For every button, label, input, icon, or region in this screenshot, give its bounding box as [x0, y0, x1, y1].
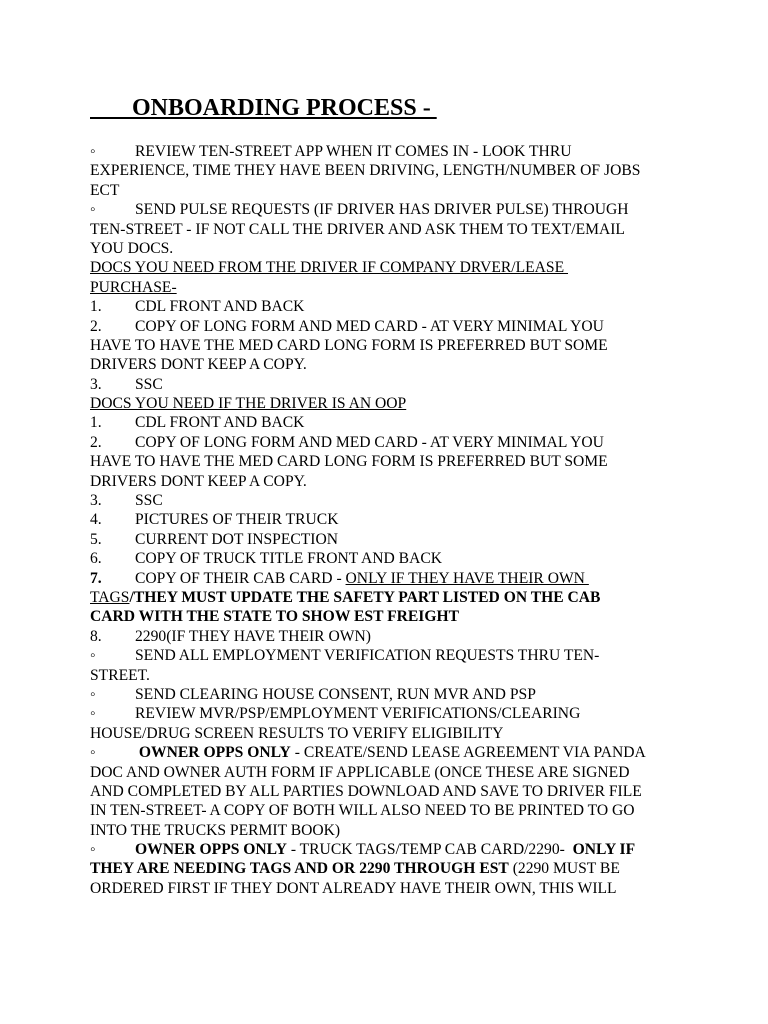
- text-run: EXPERIENCE, TIME THEY HAVE BEEN DRIVING, LENGTH/NUMBER OF JOBS: [90, 162, 641, 180]
- text-run: ORDERED FIRST IF THEY DONT ALREADY HAVE THEIR OWN, THIS WILL: [90, 879, 617, 897]
- text-line: [90, 530, 670, 549]
- text-run: ECT: [90, 181, 120, 199]
- text-run: ONLY IF: [572, 841, 636, 859]
- text-line: [90, 685, 670, 704]
- text-line: [90, 472, 670, 491]
- list-marker: 3.: [90, 375, 102, 393]
- list-marker: ◦: [90, 841, 96, 859]
- text-run: SEND PULSE REQUESTS (IF DRIVER HAS DRIVER PULSE) THROUGH: [135, 201, 629, 219]
- text-run: - TRUCK TAGS/TEMP CAB CARD/2290-: [286, 841, 573, 859]
- text-run: SEND CLEARING HOUSE CONSENT, RUN MVR AND PSP: [135, 685, 536, 703]
- text-run: SSC: [135, 375, 163, 393]
- text-line: [90, 588, 670, 607]
- text-run: REVIEW MVR/PSP/EMPLOYMENT VERIFICATIONS/CLEARING: [135, 705, 581, 723]
- text-line: [90, 879, 670, 898]
- list-marker: ◦: [90, 143, 96, 160]
- text-run: INTO THE TRUCKS PERMIT BOOK): [90, 821, 341, 839]
- text-line: [90, 491, 670, 510]
- text-line: [90, 782, 670, 801]
- text-line: [90, 239, 670, 258]
- text-line: [90, 278, 670, 297]
- text-line: [90, 646, 670, 665]
- text-run: STREET.: [90, 666, 150, 684]
- list-marker: ◦: [90, 685, 96, 703]
- text-run: HAVE TO HAVE THE MED CARD LONG FORM IS PREFERRED BUT SOME: [90, 336, 608, 354]
- list-marker: ◦: [90, 744, 96, 762]
- text-run: COPY OF TRUCK TITLE FRONT AND BACK: [135, 550, 443, 568]
- text-run: (2290 MUST BE: [508, 860, 620, 878]
- text-run: HAVE TO HAVE THE MED CARD LONG FORM IS PREFERRED BUT SOME: [90, 453, 608, 471]
- text-line: [90, 801, 670, 820]
- text-line: [90, 549, 670, 568]
- text-line: [90, 317, 670, 336]
- list-marker: 6.: [90, 550, 102, 568]
- text-run: PURCHASE-: [90, 278, 177, 296]
- text-line: [90, 763, 670, 782]
- text-line: [90, 510, 670, 529]
- text-run: COPY OF LONG FORM AND MED CARD - AT VERY MINIMAL YOU: [135, 433, 604, 451]
- text-run: DOCS YOU NEED IF THE DRIVER IS AN OOP: [90, 395, 407, 413]
- text-line: [90, 336, 670, 355]
- document-title: ONBOARDING PROCESS -: [90, 95, 437, 121]
- text-line: [90, 433, 670, 452]
- list-marker: 8.: [90, 627, 102, 645]
- text-run: CDL FRONT AND BACK: [135, 414, 305, 432]
- text-line: [90, 297, 670, 316]
- list-marker: 7.: [90, 569, 102, 587]
- text-run: DRIVERS DONT KEEP A COPY.: [90, 472, 307, 490]
- text-line: [90, 375, 670, 394]
- text-line: [90, 607, 670, 626]
- text-line: [90, 161, 670, 180]
- list-marker: 4.: [90, 511, 102, 529]
- list-marker: 5.: [90, 530, 102, 548]
- text-line: [90, 840, 670, 859]
- text-line: [90, 704, 670, 723]
- list-marker: ◦: [90, 201, 96, 219]
- document-body: [90, 142, 670, 898]
- text-run: - CREATE/SEND LEASE AGREEMENT VIA PANDA: [290, 744, 646, 762]
- list-marker: 3.: [90, 492, 102, 510]
- list-marker: 2.: [90, 317, 102, 335]
- list-marker: ◦: [90, 647, 96, 665]
- text-run: TAGS: [90, 588, 130, 606]
- text-line: [90, 220, 670, 239]
- text-run: YOU DOCS.: [90, 239, 174, 257]
- text-run: DRIVERS DONT KEEP A COPY.: [90, 356, 307, 374]
- text-run: COPY OF LONG FORM AND MED CARD - AT VERY MINIMAL YOU: [135, 317, 604, 335]
- list-marker: 2.: [90, 433, 102, 451]
- text-line: [90, 821, 670, 840]
- text-run: 2290(IF THEY HAVE THEIR OWN): [135, 627, 371, 645]
- text-run: ONLY IF THEY HAVE THEIR OWN: [345, 569, 589, 587]
- text-line: [90, 413, 670, 432]
- text-line: [90, 200, 670, 219]
- text-run: CDL FRONT AND BACK: [135, 298, 305, 316]
- text-run: DOC AND OWNER AUTH FORM IF APPLICABLE (ONCE THESE ARE SIGNED: [90, 763, 630, 781]
- text-run: COPY OF THEIR CAB CARD -: [135, 569, 346, 587]
- text-run: REVIEW TEN-STREET APP WHEN IT COMES IN - LOOK THRU: [135, 143, 572, 160]
- text-run: /THEY MUST UPDATE THE SAFETY PART LISTED ON THE CAB: [129, 588, 601, 606]
- text-line: [90, 724, 670, 743]
- text-run: DOCS YOU NEED FROM THE DRIVER IF COMPANY DRVER/LEASE: [90, 259, 569, 277]
- text-run: HOUSE/DRUG SCREEN RESULTS TO VERIFY ELIGIBILITY: [90, 724, 504, 742]
- text-line: [90, 666, 670, 685]
- list-marker: 1.: [90, 298, 102, 316]
- text-line: [90, 627, 670, 646]
- text-run: IN TEN-STREET- A COPY OF BOTH WILL ALSO NEED TO BE PRINTED TO GO: [90, 802, 635, 820]
- text-run: TEN-STREET - IF NOT CALL THE DRIVER AND ASK THEM TO TEXT/EMAIL: [90, 220, 625, 238]
- text-line: [90, 181, 670, 200]
- text-line: [90, 142, 670, 161]
- text-line: [90, 258, 670, 277]
- text-run: AND COMPLETED BY ALL PARTIES DOWNLOAD AND SAVE TO DRIVER FILE: [90, 782, 642, 800]
- text-line: [90, 569, 670, 588]
- text-line: [90, 394, 670, 413]
- list-marker: ◦: [90, 705, 96, 723]
- text-run: CARD WITH THE STATE TO SHOW EST FREIGHT: [90, 608, 460, 626]
- text-run: OWNER OPPS ONLY: [135, 744, 291, 762]
- text-line: [90, 355, 670, 374]
- text-run: SEND ALL EMPLOYMENT VERIFICATION REQUESTS THRU TEN-: [135, 647, 600, 665]
- text-run: SSC: [135, 492, 163, 510]
- text-line: [90, 452, 670, 471]
- text-run: THEY ARE NEEDING TAGS AND OR 2290 THROUGH EST: [90, 860, 509, 878]
- text-line: [90, 743, 670, 762]
- list-marker: 1.: [90, 414, 102, 432]
- text-run: CURRENT DOT INSPECTION: [135, 530, 339, 548]
- text-line: [90, 859, 670, 878]
- text-run: OWNER OPPS ONLY: [135, 841, 287, 859]
- text-run: PICTURES OF THEIR TRUCK: [135, 511, 339, 529]
